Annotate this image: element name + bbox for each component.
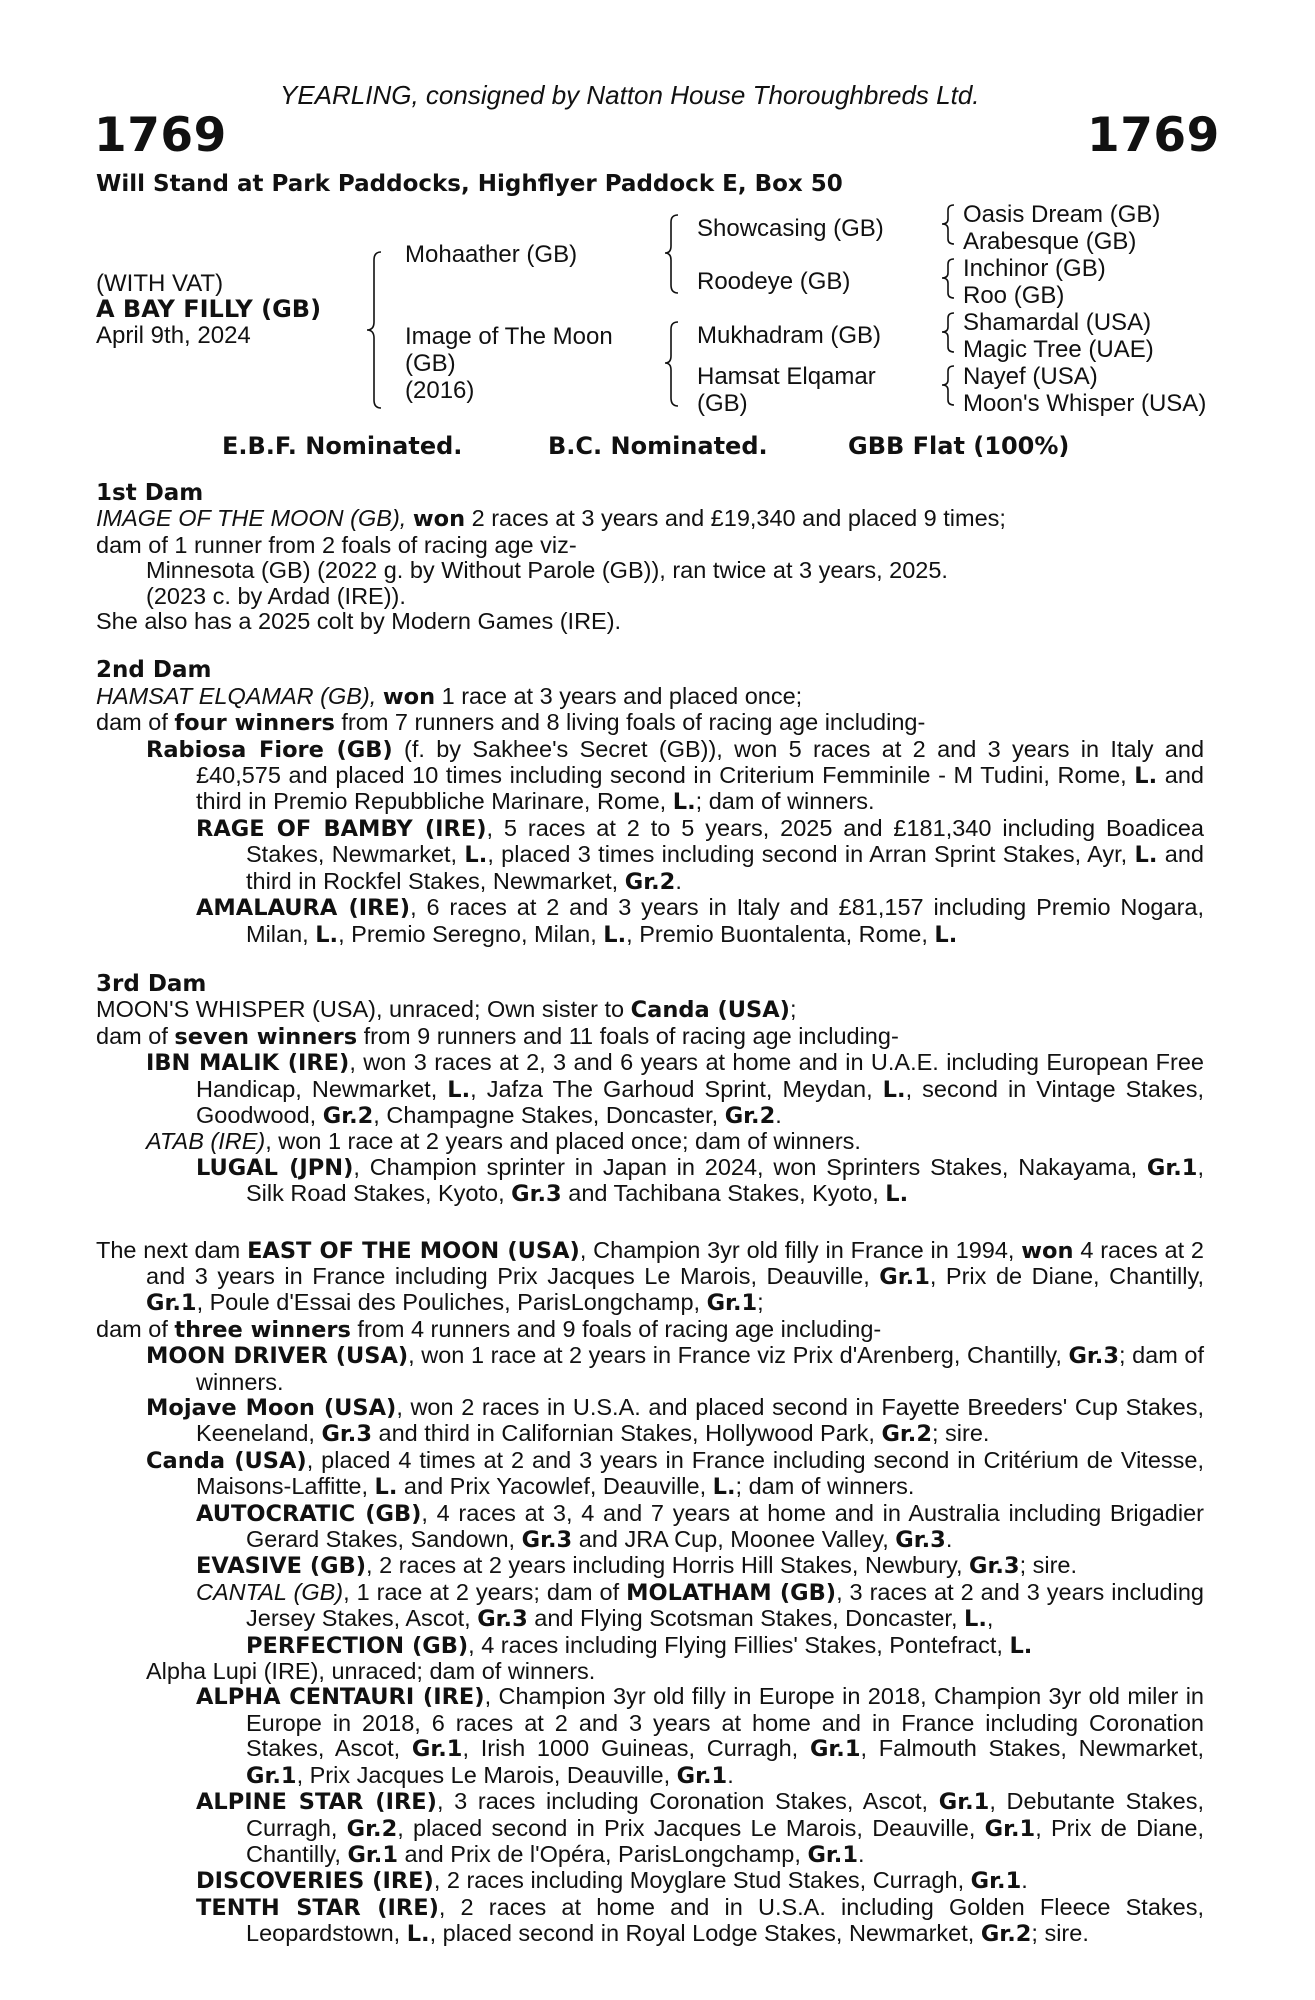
- entry-moon-driver: MOON DRIVER (USA), won 1 race at 2 years in France viz Prix d'Arenberg, Chantilly, Gr.3; dam of winners.: [146, 1342, 1204, 1395]
- lot-number-right: 1769: [1087, 108, 1220, 163]
- third-dam-summary: MOON'S WHISPER (USA), unraced; Own sister to Canda (USA);: [96, 996, 797, 1024]
- first-dam-section: [96, 481, 1204, 634]
- pedigree-brace-dam: [663, 320, 683, 408]
- next-dam-produce-summary: dam of three winners from 4 runners and 9 foals of racing age including-: [96, 1315, 882, 1343]
- gen3-arabesque: Arabesque (GB): [963, 228, 1137, 255]
- entry-rage-of-bamby: RAGE OF BAMBY (IRE), 5 races at 2 to 5 years, 2025 and £181,340 including Boadicea Stakes, Newmarket, L., placed 3 times including second in Arran Sprint Stakes, Ayr, L. and third in Rockfel Stakes, Newmarket, Gr.2.: [196, 814, 1204, 895]
- gen3-shamardal: Shamardal (USA): [963, 309, 1152, 336]
- entry-atab: ATAB (IRE), won 1 race at 2 years and placed once; dam of winners.: [146, 1128, 861, 1155]
- entry-alpine-star: ALPINE STAR (IRE), 3 races including Coronation Stakes, Ascot, Gr.1, Debutante Stakes, Curragh, Gr.2, placed second in Prix Jacques Le Marois, Deauville, Gr.1, Prix de Diane, Chantilly, Gr.1 and Prix de l'Opéra, ParisLongchamp, Gr.1.: [196, 1788, 1205, 1868]
- stand-location: Will Stand at Park Paddocks, Highflyer Paddock E, Box 50: [96, 171, 843, 197]
- gbb-flat: GBB Flat (100%): [848, 432, 1070, 460]
- entry-perfection: PERFECTION (GB), 4 races including Flying Fillies' Stakes, Pontefract, L.: [246, 1631, 1033, 1659]
- produce-minnesota: Minnesota (GB) (2022 g. by Without Parole (GB)), ran twice at 3 years, 2025.: [146, 557, 948, 584]
- second-dam-produce-summary: dam of four winners from 7 runners and 8 living foals of racing age including-: [96, 709, 926, 737]
- entry-autocratic: AUTOCRATIC (GB), 4 races at 3, 4 and 7 years at home and in Australia including Brigadier Gerard Stakes, Sandown, Gr.3 and JRA Cup, Moonee Valley, Gr.3.: [196, 1499, 1204, 1554]
- dam-dam-country: (GB): [697, 390, 748, 417]
- entry-amalaura: AMALAURA (IRE), 6 races at 2 and 3 years in Italy and £81,157 including Premio Nogara, Milan, L., Premio Seregno, Milan, L., Premio Buontalenta, Rome, L.: [196, 894, 1204, 948]
- consignment-line: YEARLING, consigned by Natton House Thoroughbreds Ltd.: [280, 80, 980, 110]
- entry-cantal: CANTAL (GB), 1 race at 2 years; dam of MOLATHAM (GB), 3 races at 2 and 3 years including Jersey Stakes, Ascot, Gr.3 and Flying Scotsman Stakes, Doncaster, L.,: [196, 1578, 1204, 1633]
- gen3-magic-tree: Magic Tree (UAE): [963, 336, 1154, 363]
- entry-lugal: LUGAL (JPN), Champion sprinter in Japan in 2024, won Sprinters Stakes, Nakayama, Gr.1, Silk Road Stakes, Kyoto, Gr.3 and Tachibana Stakes, Kyoto, L.: [196, 1153, 1204, 1208]
- second-dam-section: [96, 658, 1204, 947]
- second-dam-summary: HAMSAT ELQAMAR (GB), won 1 race at 3 years and placed once;: [96, 682, 803, 710]
- entry-alpha-centauri: ALPHA CENTAURI (IRE), Champion 3yr old filly in Europe in 2018, Champion 3yr old miler in Europe in 2018, 6 races at 2 and 3 years at home and in France including Coronation Stakes, Ascot, Gr.1, Irish 1000 Guineas, Curragh, Gr.1, Falmouth Stakes, Newmarket, Gr.1, Prix Jacques Le Marois, Deauville, Gr.1.: [196, 1683, 1205, 1789]
- pedigree-brace-sire: [663, 213, 683, 295]
- entry-ibn-malik: IBN MALIK (IRE), won 3 races at 2, 3 and 6 years at home and in U.A.E. including European Free Handicap, Newmarket, L., Jafza The Garhoud Sprint, Meydan, L., second in Vintage Stakes, Goodwood, Gr.2, Champagne Stakes, Doncaster, Gr.2.: [146, 1049, 1204, 1129]
- gen3-inchinor: Inchinor (GB): [963, 255, 1106, 282]
- lot-number-left: 1769: [94, 108, 227, 163]
- dam-foaling-year: (2016): [405, 377, 475, 404]
- sire: Mohaather (GB): [405, 241, 578, 268]
- ebf-nomination: E.B.F. Nominated.: [222, 432, 463, 460]
- produce-2023-colt: (2023 c. by Ardad (IRE)).: [146, 582, 406, 609]
- first-dam-summary: IMAGE OF THE MOON (GB), won 2 races at 3 years and £19,340 and placed 9 times;: [96, 505, 1006, 533]
- gen3-moons-whisper: Moon's Whisper (USA): [963, 390, 1207, 417]
- dam-sire: Mukhadram (GB): [697, 322, 882, 349]
- entry-alpha-lupi: Alpha Lupi (IRE), unraced; dam of winners.: [146, 1658, 596, 1685]
- produce-2025-colt: She also has a 2025 colt by Modern Games (IRE).: [96, 608, 622, 635]
- dam-name: Image of The Moon: [405, 323, 613, 350]
- catalogue-body: [96, 481, 1204, 1948]
- pedigree-brace-gen3-1: [940, 203, 958, 247]
- dam-dam: Hamsat Elqamar: [697, 363, 876, 390]
- entry-tenth-star: TENTH STAR (IRE), 2 races at home and in U.S.A. including Golden Fleece Stakes, Leopardstown, L., placed second in Royal Lodge Stakes, Newmarket, Gr.2; sire.: [196, 1893, 1204, 1948]
- entry-discoveries: DISCOVERIES (IRE), 2 races including Moyglare Stud Stakes, Curragh, Gr.1.: [196, 1867, 1028, 1895]
- bc-nomination: B.C. Nominated.: [548, 432, 768, 460]
- foaling-date: April 9th, 2024: [96, 322, 251, 349]
- horse-name: A BAY FILLY (GB): [96, 295, 322, 323]
- sire-dam: Roodeye (GB): [697, 268, 851, 295]
- gen3-nayef: Nayef (USA): [963, 363, 1098, 390]
- first-dam-produce-summary: dam of 1 runner from 2 foals of racing age viz-: [96, 531, 577, 558]
- gen3-oasis-dream: Oasis Dream (GB): [963, 201, 1161, 228]
- pedigree-brace-main: [365, 250, 387, 410]
- entry-canda: Canda (USA), placed 4 times at 2 and 3 years in France including second in Critérium de Vitesse, Maisons-Laffitte, L. and Prix Yacowlef, Deauville, L.; dam of winners.: [146, 1446, 1204, 1501]
- second-dam-heading: 2nd Dam: [96, 657, 212, 684]
- next-dam-intro: The next dam EAST OF THE MOON (USA), Champion 3yr old filly in France in 1994, won 4 races at 2 and 3 years in France including Prix Jacques Le Marois, Deauville, Gr.1, Prix de Diane, Chantilly, Gr.1, Poule d'Essai des Pouliches, ParisLongchamp, Gr.1;: [96, 1236, 1205, 1317]
- dam-name-country: (GB): [405, 350, 456, 377]
- pedigree-brace-gen3-4: [940, 364, 958, 408]
- first-dam-heading: 1st Dam: [96, 480, 204, 506]
- entry-rabiosa-fiore: Rabiosa Fiore (GB) (f. by Sakhee's Secret (GB)), won 5 races at 2 and 3 years in Italy and £40,575 and placed 10 times including second in Criterium Femminile - M Tudini, Rome, L. and third in Premio Repubbliche Marinare, Rome, L.; dam of winners.: [146, 735, 1205, 816]
- vat-note: (WITH VAT): [96, 270, 224, 297]
- next-dam-section: [96, 1238, 1204, 1948]
- third-dam-produce-summary: dam of seven winners from 9 runners and 11 foals of racing age including-: [96, 1022, 899, 1050]
- entry-mojave-moon: Mojave Moon (USA), won 2 races in U.S.A. and placed second in Fayette Breeders' Cup Stakes, Keeneland, Gr.3 and third in Californian Stakes, Hollywood Park, Gr.2; sire.: [146, 1394, 1204, 1448]
- pedigree-brace-gen3-3: [940, 311, 958, 355]
- third-dam-section: [96, 972, 1204, 1208]
- sire-sire: Showcasing (GB): [697, 215, 884, 242]
- gen3-roo: Roo (GB): [963, 282, 1065, 309]
- entry-evasive: EVASIVE (GB), 2 races at 2 years including Horris Hill Stakes, Newbury, Gr.3; sire.: [196, 1552, 1078, 1580]
- third-dam-heading: 3rd Dam: [96, 970, 207, 997]
- pedigree-brace-gen3-2: [940, 257, 958, 301]
